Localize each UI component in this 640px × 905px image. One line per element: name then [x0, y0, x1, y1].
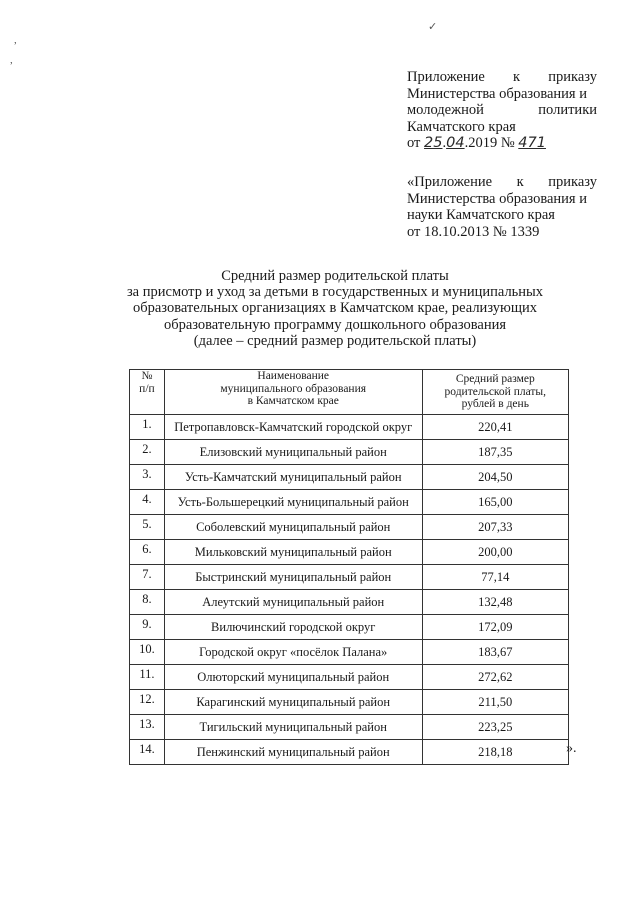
date-year: .2019 № [464, 135, 515, 151]
row-fee: 132,48 [422, 590, 568, 615]
appendix-header [407, 69, 597, 152]
header-text: муниципального образования [220, 382, 367, 395]
table-row [130, 665, 569, 690]
scan-mark: ✓ [428, 21, 438, 33]
previous-appendix [407, 174, 597, 240]
row-number: 6. [130, 540, 165, 565]
row-municipality: Карагинский муниципальный район [164, 690, 422, 715]
row-municipality: Тигильский муниципальный район [164, 715, 422, 740]
row-fee: 165,00 [422, 490, 568, 515]
order-date-line [407, 135, 597, 152]
table-header-row [130, 370, 569, 415]
previous-appendix-line: от 18.10.2013 № 1339 [407, 223, 540, 240]
header-text: № [141, 370, 153, 382]
table-row [130, 715, 569, 740]
row-fee: 272,62 [422, 665, 568, 690]
word: приказу [548, 174, 597, 190]
row-municipality: Алеутский муниципальный район [164, 590, 422, 615]
title-line: (далее – средний размер родительской платы) [193, 332, 477, 349]
row-fee: 77,14 [422, 565, 568, 590]
row-fee: 220,41 [422, 415, 568, 440]
date-separator: . [442, 135, 447, 151]
row-number: 13. [130, 715, 165, 740]
row-municipality: Соболевский муниципальный район [164, 515, 422, 540]
row-number: 14. [130, 740, 165, 765]
header-text: в Камчатском крае [247, 395, 339, 407]
header-text: рублей в день [461, 398, 529, 411]
header-text: Наименование [257, 370, 330, 382]
previous-appendix-line: Министерства образования и [407, 190, 587, 207]
row-number: 2. [130, 440, 165, 465]
handwritten-order-number: 471 [518, 135, 546, 151]
row-municipality: Вилючинский городской округ [164, 615, 422, 640]
document-title [100, 268, 570, 349]
title-line: образовательных организациях в Камчатском крае, реализующих [132, 300, 538, 317]
date-prefix: от [407, 135, 421, 151]
table-row [130, 440, 569, 465]
row-number: 10. [130, 640, 165, 665]
appendix-header-line [407, 69, 597, 86]
row-number: 11. [130, 665, 165, 690]
table-row [130, 590, 569, 615]
header-municipality [164, 370, 422, 415]
header-text: Средний размер [455, 373, 535, 386]
row-municipality: Мильковский муниципальный район [164, 540, 422, 565]
word: «Приложение [407, 174, 493, 190]
word: к [516, 174, 524, 190]
previous-appendix-line [407, 174, 597, 191]
row-number: 8. [130, 590, 165, 615]
row-number: 7. [130, 565, 165, 590]
row-fee: 187,35 [422, 440, 568, 465]
table-row [130, 690, 569, 715]
appendix-header-line: Министерства образования и [407, 85, 587, 102]
word: Приложение [407, 69, 485, 85]
row-fee: 223,25 [422, 715, 568, 740]
table-row [130, 640, 569, 665]
row-fee: 204,50 [422, 465, 568, 490]
row-fee: 200,00 [422, 540, 568, 565]
table-row [130, 565, 569, 590]
row-number: 9. [130, 615, 165, 640]
row-municipality: Быстринский муниципальный район [164, 565, 422, 590]
header-text: родительской платы, [444, 385, 547, 398]
fee-table [129, 369, 569, 765]
table-row [130, 615, 569, 640]
closing-quote: ». [566, 741, 577, 756]
row-municipality: Елизовский муниципальный район [164, 440, 422, 465]
row-municipality: Усть-Большерецкий муниципальный район [164, 490, 422, 515]
title-line: за присмотр и уход за детьми в государственных и муниципальных [126, 284, 544, 301]
table-row [130, 490, 569, 515]
row-fee: 211,50 [422, 690, 568, 715]
scan-mark: , [14, 34, 17, 46]
word: приказу [548, 69, 597, 85]
scan-mark: , [10, 54, 13, 66]
row-fee: 218,18 [422, 740, 568, 765]
table-row [130, 540, 569, 565]
appendix-header-line [407, 102, 597, 119]
row-fee: 172,09 [422, 615, 568, 640]
row-municipality: Пенжинский муниципальный район [164, 740, 422, 765]
row-number: 5. [130, 515, 165, 540]
row-fee: 183,67 [422, 640, 568, 665]
table-row [130, 515, 569, 540]
word: к [513, 69, 521, 85]
table-row [130, 415, 569, 440]
header-text: п/п [139, 382, 155, 395]
previous-appendix-line: науки Камчатского края [407, 207, 555, 223]
word: молодежной [407, 102, 484, 118]
row-number: 12. [130, 690, 165, 715]
row-number: 4. [130, 490, 165, 515]
title-line: образовательную программу дошкольного образования [163, 316, 507, 333]
row-municipality: Олюторский муниципальный район [164, 665, 422, 690]
table-row [130, 740, 569, 765]
header-number [130, 370, 165, 415]
handwritten-month: 04 [446, 135, 465, 151]
table-row [130, 465, 569, 490]
row-municipality: Усть-Камчатский муниципальный район [164, 465, 422, 490]
row-fee: 207,33 [422, 515, 568, 540]
word: политики [538, 102, 597, 118]
row-number: 1. [130, 415, 165, 440]
appendix-header-line: Камчатского края [407, 118, 516, 135]
row-number: 3. [130, 465, 165, 490]
row-municipality: Городской округ «посёлок Палана» [164, 640, 422, 665]
handwritten-day: 25 [424, 135, 443, 151]
title-line: Средний размер родительской платы [221, 268, 449, 284]
header-average-fee [422, 370, 568, 415]
row-municipality: Петропавловск-Камчатский городской округ [164, 415, 422, 440]
